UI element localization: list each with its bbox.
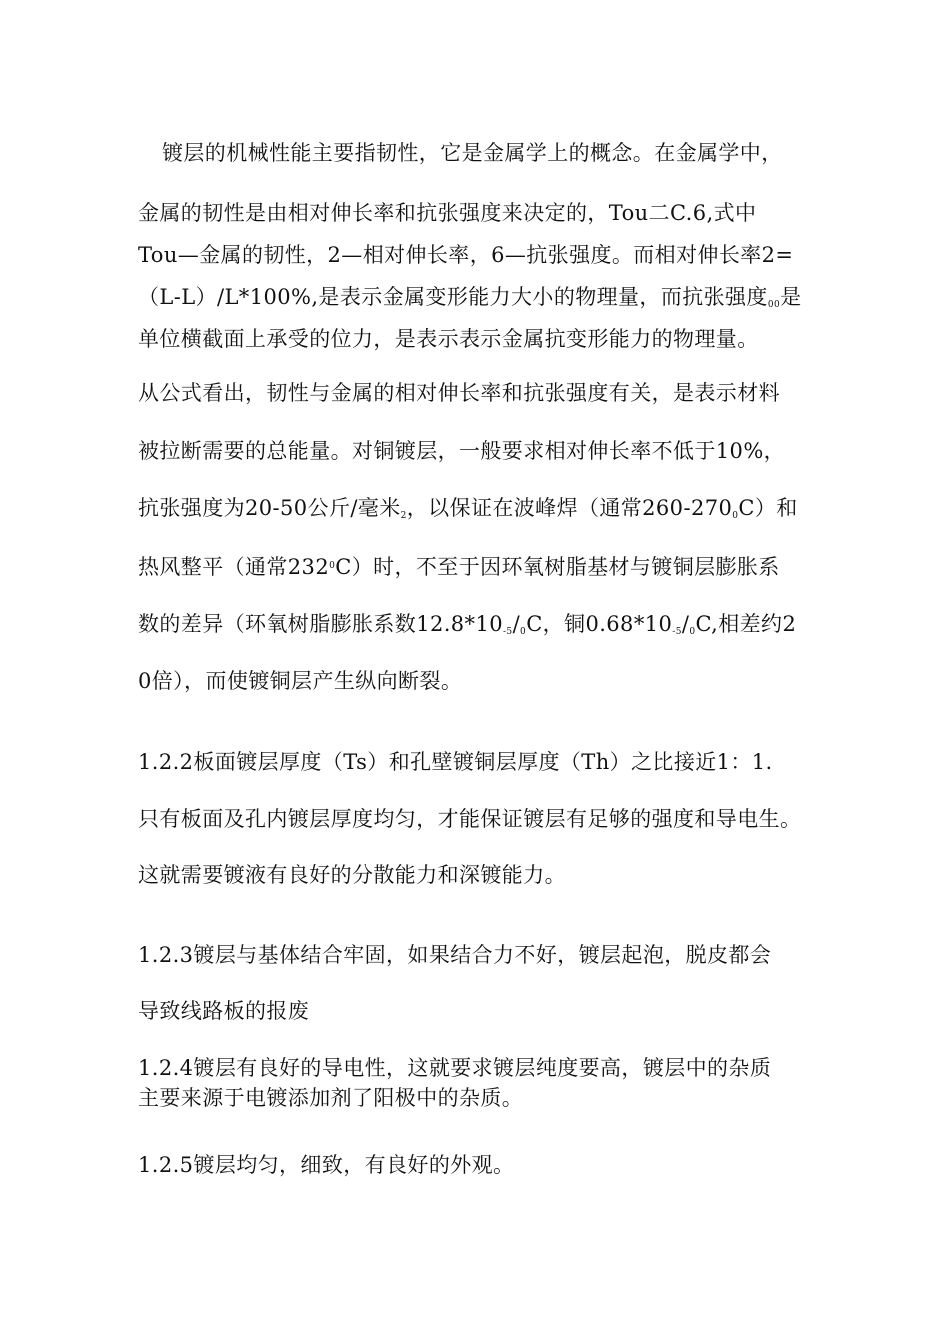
section-125-line1: 1.2.5镀层均匀，细致，有良好的外观。 xyxy=(138,1153,515,1177)
section-124-line1: 1.2.4镀层有良好的导电性，这就要求镀层纯度要高，镀层中的杂质 xyxy=(138,1056,772,1080)
para2-line5-e: C,相差约2 xyxy=(695,612,797,636)
para1-line3: Tou—金属的韧性，2—相对伸长率，6—抗张强度。而相对伸长率2= xyxy=(138,243,794,267)
para1-line1: 镀层的机械性能主要指韧性，它是金属学上的概念。在金属学中， xyxy=(162,141,783,165)
para1-line2: 金属的韧性是由相对伸长率和抗张强度来决定的，Tou二C.6,式中 xyxy=(138,201,757,225)
para1-line4-subscript: 00 xyxy=(767,300,781,310)
para2-line5-sub2: 0 xyxy=(520,627,527,637)
section-124-line2: 主要来源于电镀添加剂了阳极中的杂质。 xyxy=(138,1086,524,1110)
para2-line1: 从公式看出，韧性与金属的相对伸长率和抗张强度有关，是表示材料 xyxy=(138,381,780,405)
para2-line3-end: C）和 xyxy=(738,496,798,520)
para2-line4 xyxy=(138,552,780,581)
para2-line4-degree: 0 xyxy=(329,561,336,571)
para2-line2: 被拉断需要的总能量。对铜镀层，一般要求相对伸长率不低于10%， xyxy=(138,439,786,463)
para2-line5-sub1: -5 xyxy=(502,627,513,637)
para1-line5: 单位横截面上承受的位力，是表示表示金属抗变形能力的物理量。 xyxy=(138,327,759,351)
para2-line3-subscript: 2 xyxy=(400,511,407,521)
para2-line3-text: 抗张强度为20-50公斤/毫米 xyxy=(138,496,401,520)
para1-line4 xyxy=(138,283,802,319)
para2-line4-end: C）时，不至于因环氧树脂基材与镀铜层膨胀系 xyxy=(335,555,780,579)
section-122-line3: 这就需要镀液有良好的分散能力和深镀能力。 xyxy=(138,863,566,887)
para2-line5-sub4: 0 xyxy=(689,627,696,637)
para2-line3-mid: ，以保证在波峰焊（通常260-270 xyxy=(406,496,733,520)
para2-line5-c: C，铜0.68*10 xyxy=(526,612,673,636)
para2-line4-text: 热风整平（通常232 xyxy=(138,555,330,579)
section-123-line1: 1.2.3镀层与基体结合牢固，如果结合力不好，镀层起泡，脱皮都会 xyxy=(138,943,772,967)
para1-line4-text: （L-L）/L*100%,是表示金属变形能力大小的物理量，而抗张强度 xyxy=(138,285,768,309)
section-122-line2: 只有板面及孔内镀层厚度均匀，才能保证镀层有足够的强度和导电生。 xyxy=(138,807,802,831)
para2-line5-d: / xyxy=(681,612,690,636)
para2-line5-sub3: -5 xyxy=(672,627,682,637)
section-123-line2: 导致线路板的报废 xyxy=(138,999,310,1023)
para2-line3-subscript2: 0 xyxy=(732,511,739,521)
para2-line5-b: / xyxy=(512,612,521,636)
section-122-line1: 1.2.2板面镀层厚度（Ts）和孔壁镀铜层厚度（Th）之比接近1：1. xyxy=(138,750,773,774)
para2-line3 xyxy=(138,494,798,530)
para2-line5-a: 数的差异（环氧树脂膨胀系数12.8*10 xyxy=(138,612,503,636)
para1-line4-end: 是 xyxy=(780,285,802,309)
para2-line6: 0倍），而使镀铜层产生纵向断裂。 xyxy=(138,669,463,693)
para2-line5 xyxy=(138,610,796,646)
